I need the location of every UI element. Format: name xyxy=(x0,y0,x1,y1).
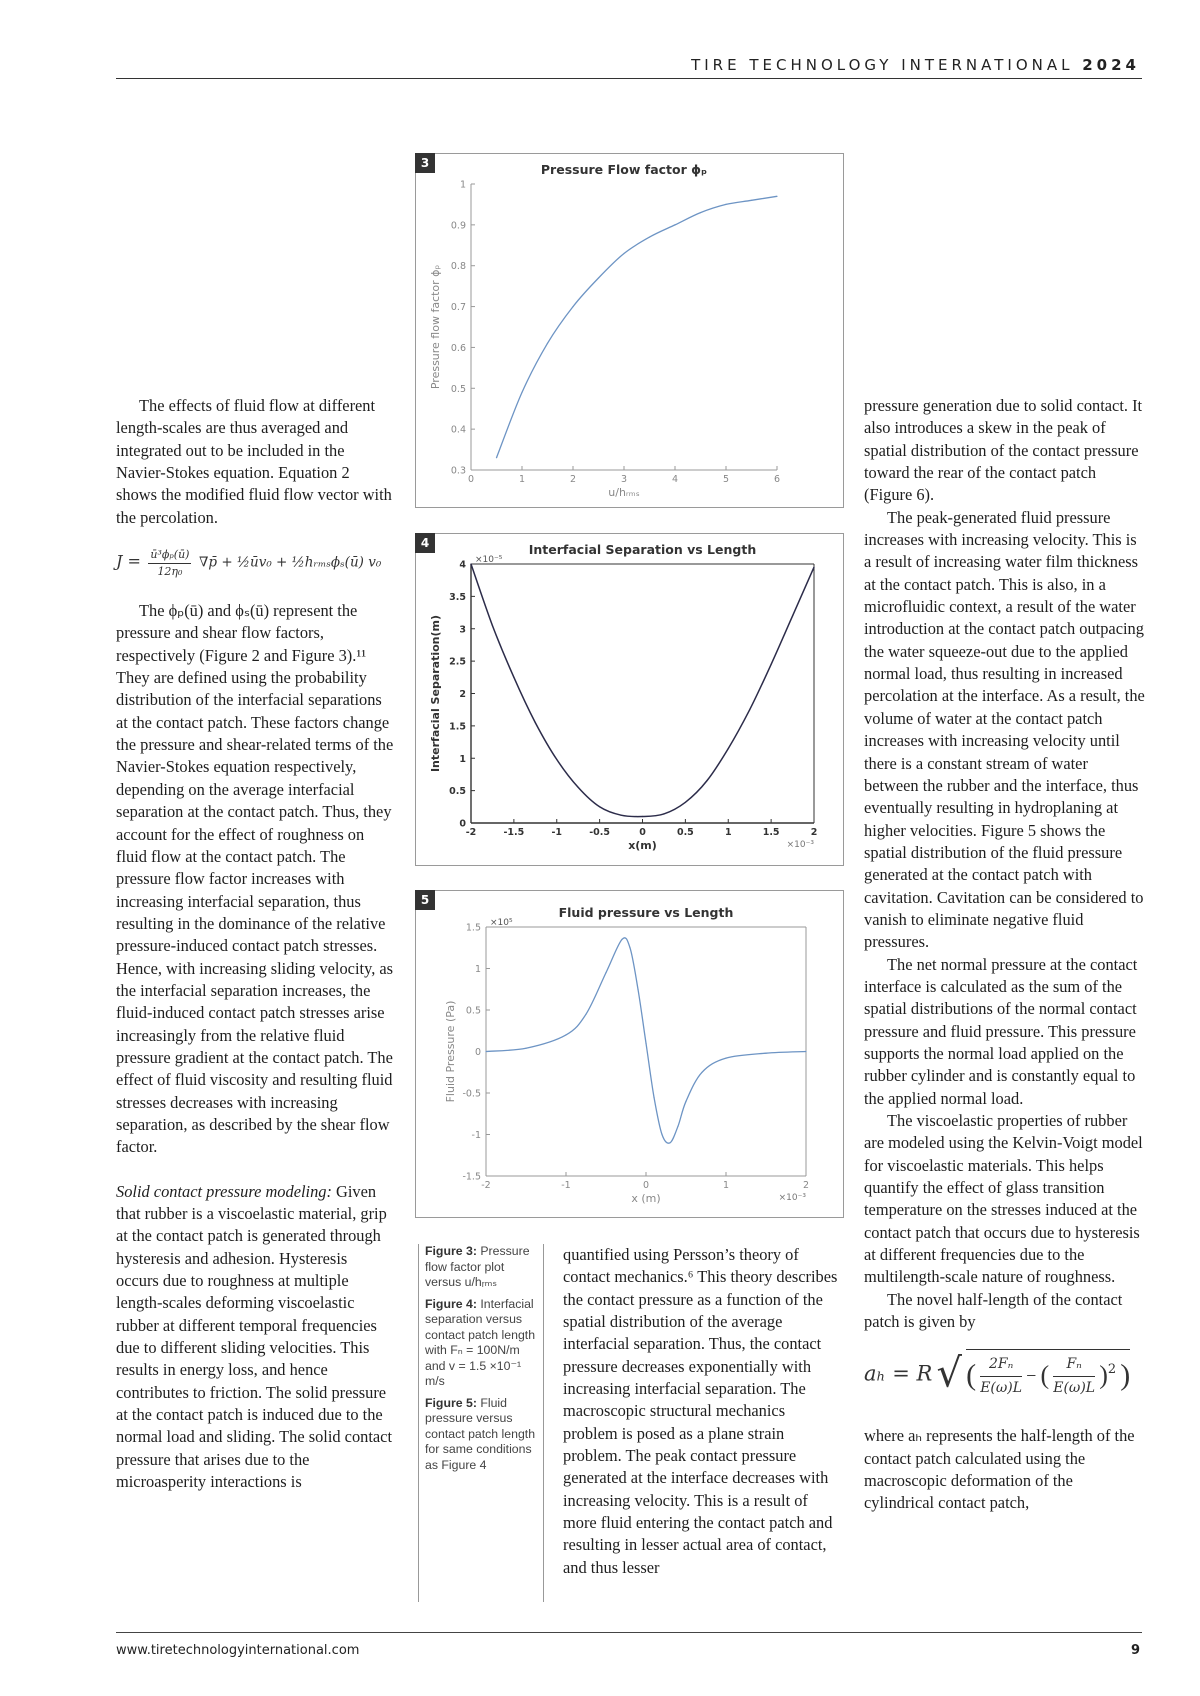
y-tick-label: 0.7 xyxy=(450,302,466,314)
data-point xyxy=(685,802,686,803)
data-point xyxy=(535,722,536,723)
left-column xyxy=(116,395,394,1493)
eq3-term2-denominator: E(ω)L xyxy=(1053,1379,1096,1396)
data-point xyxy=(749,709,750,710)
y-tick-label: -1.5 xyxy=(462,1171,481,1183)
eq3-term1-numerator: 2Fₙ xyxy=(980,1353,1022,1376)
data-point xyxy=(496,457,497,458)
data-point xyxy=(706,780,707,781)
chart-title: Fluid pressure vs Length xyxy=(558,905,734,920)
left-paragraph-3-text: Given that rubber is a viscoelastic material, grip at the contact patch is generated through hysteresis and adhesion. Hysteresis occurs due to roughness at multiple length-scales deforming viscoelastic rubber at different temporal frequencies due to different sliding velocities. This results in energy loss, and hence contributes to friction. The solid pressure at the contact patch is induced due to the normal load and sliding. The solid contact pressure that arises due to the microasperity interactions is xyxy=(116,1181,393,1492)
series-line xyxy=(486,938,806,1143)
caption-figure-4 xyxy=(425,1297,539,1390)
x-tick-label: 3 xyxy=(620,474,628,485)
x-tick-label: 0 xyxy=(642,1180,650,1191)
data-point xyxy=(645,1043,646,1044)
left-paragraph-1: The effects of fluid flow at different length-scales are thus averaged and integrated out to be included in the Navier-Stokes equation. Equation 2 shows the modified fluid flow vector with the percolation. xyxy=(116,396,392,527)
data-point xyxy=(637,989,638,990)
figure-4-number: 4 xyxy=(415,533,435,553)
y-tick-label: 0.4 xyxy=(450,424,466,436)
x-tick-label: -2 xyxy=(465,827,477,838)
equation-2-terms: ∇p̄ + ½ūv₀ + ½hᵣₘₛϕₛ(ū) v₀ xyxy=(198,554,382,571)
data-point xyxy=(629,947,630,948)
x-multiplier-label: ×10⁻³ xyxy=(778,1193,806,1203)
y-axis-label: Fluid Pressure (Pa) xyxy=(444,1000,457,1103)
y-multiplier-label: ×10⁵ xyxy=(490,918,513,928)
series-line xyxy=(497,196,778,457)
middle-paragraph: quantified using Persson’s theory of contact mechanics.⁶ This theory describes the contact pressure as a function of the spatial distribution of the average interfacial separation. Thus, the contact pressure decreases exponentially with increasing interfacial separation. The macroscopic structural mechanics problem is posed as a plane strain problem. The peak contact pressure generated at the interface decreases with increasing velocity. This is a result of more fluid entering the contact patch and resulting in lesser actual area of contact, and thus lesser xyxy=(563,1245,838,1577)
y-tick-label: -0.5 xyxy=(462,1088,481,1100)
data-point xyxy=(701,1072,702,1073)
data-point xyxy=(485,1051,486,1052)
page-number: 9 xyxy=(1130,1643,1140,1658)
data-point xyxy=(674,224,675,225)
eq3-term1-denominator: E(ω)L xyxy=(980,1379,1023,1396)
caption-5-label: Figure 5: xyxy=(425,1395,477,1410)
right-paragraph-5: The novel half-length of the contact patch is given by xyxy=(864,1289,1123,1332)
y-tick-label: 1 xyxy=(459,179,466,191)
data-point xyxy=(605,972,606,973)
eq3-exponent: 2 xyxy=(1107,1362,1117,1378)
data-point xyxy=(585,1014,586,1015)
figure-captions xyxy=(418,1244,544,1602)
x-tick-label: 2 xyxy=(569,474,577,485)
figure-5-number: 5 xyxy=(415,890,435,910)
chart-title: Pressure Flow factor ϕₚ xyxy=(540,162,708,177)
data-point xyxy=(725,1058,726,1059)
y-multiplier-label: ×10⁻⁵ xyxy=(475,555,503,565)
caption-4-label: Figure 4: xyxy=(425,1296,477,1311)
x-tick-label: 0 xyxy=(639,827,646,838)
right-paragraph-6: where aₕ represents the half-length of the contact patch calculated using the macroscopic deformation of the cylindrical contact patch, xyxy=(864,1426,1135,1513)
data-point xyxy=(792,615,793,616)
x-tick-label: 4 xyxy=(671,474,679,485)
data-point xyxy=(521,392,522,393)
x-tick-label: 1 xyxy=(722,1180,730,1191)
data-point xyxy=(765,1053,766,1054)
y-tick-label: 3 xyxy=(459,624,466,636)
right-paragraph-3: The net normal pressure at the contact interface is calculated as the sum of the spatial distributions of the normal contact pressure and fluid pressure. This pressure supports the normal load applied on the rubber cylinder and is constantly equal to the applied normal load. xyxy=(864,954,1138,1108)
x-tick-label: 2 xyxy=(810,827,818,838)
data-point xyxy=(598,277,599,278)
data-point xyxy=(700,212,701,213)
figure-5 xyxy=(415,890,844,1218)
subsection-heading: Solid contact pressure modeling: xyxy=(116,1181,332,1201)
equation-2-denominator: 12η₀ xyxy=(157,565,183,579)
equation-2-lhs: J = xyxy=(116,551,141,571)
y-tick-label: 0.5 xyxy=(465,1005,481,1017)
data-point xyxy=(813,567,814,568)
x-tick-label: 0.5 xyxy=(676,827,694,838)
data-point xyxy=(771,664,772,665)
data-point xyxy=(661,1134,662,1135)
series-line xyxy=(471,564,814,817)
middle-column xyxy=(563,1244,843,1579)
eq3-term2-numerator: Fₙ xyxy=(1053,1353,1095,1376)
data-point xyxy=(578,787,579,788)
x-tick-label: 5 xyxy=(722,474,730,485)
y-tick-label: 1.5 xyxy=(465,922,481,934)
caption-5-text: Fluid pressure versus contact patch length for same conditions as Figure 4 xyxy=(425,1395,536,1472)
radicand: ( $\frac{\text{2Fₙ}}{E(\omega)L}$ − ( $\frac{\text{Fₙ}}{E(\omega)L}$ )$^2$ ) xyxy=(966,1349,1130,1399)
caption-figure-5 xyxy=(425,1396,539,1474)
x-axis-label: x(m) xyxy=(628,839,657,852)
figure-3-chart xyxy=(416,154,843,507)
data-point xyxy=(572,306,573,307)
equation-2-numerator: ū³ϕₚ(ū) xyxy=(148,547,191,564)
x-tick-label: -1 xyxy=(551,827,563,838)
y-tick-label: 0.5 xyxy=(450,383,466,395)
x-axis-label: u/hᵣₘₛ xyxy=(608,486,640,499)
x-tick-label: 1 xyxy=(518,474,526,485)
data-point xyxy=(599,806,600,807)
data-point xyxy=(547,343,548,344)
data-point xyxy=(513,677,514,678)
right-paragraph-4: The viscoelastic properties of rubber are modeled using the Kelvin-Voigt model for viscoelastic materials. This helps quantify the effect of glass transition temperature on the stresses induced at the contact patch that occurs due to hysteresis at different frequencies due to the multilength-scale nature of roughness. xyxy=(864,1111,1143,1287)
y-tick-label: 0 xyxy=(474,1047,481,1058)
figure-5-chart xyxy=(416,891,843,1217)
equation-3-lhs: aₕ = R xyxy=(864,1362,933,1387)
caption-3-text: Pressure flow factor plot versus u/hᵣₘₛ xyxy=(425,1244,530,1289)
y-tick-label: 0.5 xyxy=(449,786,466,798)
data-point xyxy=(776,196,777,197)
right-paragraph-2: The peak-generated fluid pressure increases with increasing velocity. This is a result of increasing water film thickness at the contact patch. This is also, in a microfluidic context, a result of the water introduction at the contact patch outpacing the water squeeze-out due to the applied normal load, thus resulting in increased percolation at the interface. As a result, the volume of water at the contact patch increases with increasing velocity until there is a constant stream of water between the rubber and the interface, thus eventually resulting in hydroplaning at higher velocities. Figure 5 shows the spatial distribution of the fluid pressure generated at the contact patch with cavitation. Cavitation can be considered to vanish to eliminate negative fluid pressures. xyxy=(864,507,1145,952)
x-tick-label: -1 xyxy=(561,1180,571,1191)
x-tick-label: -1.5 xyxy=(503,827,525,838)
footer-divider xyxy=(116,1632,1142,1633)
y-axis-label: Interfacial Separation(m) xyxy=(429,614,442,773)
data-point xyxy=(805,1051,806,1052)
y-tick-label: 0.8 xyxy=(450,261,466,273)
data-point xyxy=(728,748,729,749)
right-column xyxy=(864,395,1146,1515)
x-tick-label: 2 xyxy=(802,1180,810,1191)
data-point xyxy=(725,204,726,205)
data-point xyxy=(621,939,622,940)
data-point xyxy=(685,1101,686,1102)
caption-4-text: Interfacial separation versus contact patch length with Fₙ = 100N/m and v = 1.5 ×10⁻¹ m/s xyxy=(425,1296,536,1388)
x-axis-label: x (m) xyxy=(631,1192,661,1205)
left-paragraph-3 xyxy=(116,1181,394,1494)
x-tick-label: 1 xyxy=(724,827,732,838)
data-point xyxy=(663,813,664,814)
chart-title: Interfacial Separation vs Length xyxy=(528,542,757,557)
x-tick-label: 1.5 xyxy=(762,827,780,838)
y-tick-label: 0.9 xyxy=(450,220,466,232)
figure-4 xyxy=(415,533,844,866)
data-point xyxy=(470,563,471,564)
x-multiplier-label: ×10⁻³ xyxy=(786,840,814,850)
data-point xyxy=(751,200,752,201)
data-point xyxy=(649,237,650,238)
header-title: TIRE TECHNOLOGY INTERNATIONAL 2024 xyxy=(691,56,1140,74)
left-paragraph-2: The ϕₚ(ū) and ϕₛ(ū) represent the pressure and shear flow factors, respectively (Figure 2 and Figure 3).¹¹ They are defined using the probability distribution of the interfacial separations at the contact patch. These factors change the pressure and shear-related terms of the Navier-Stokes equation respectively, depending on the average interfacial separation at the contact patch. Thus, they account for the effect of roughness on fluid flow at the contact patch. The pressure flow factor increases with increasing interfacial separation, thus resulting in the dominance of the relative pressure-induced contact patch stresses. Hence, with increasing sliding velocity, as the interfacial separation increases, the fluid-induced contact patch stresses arise increasingly from the relative fluid pressure gradient at the contact patch. The effect of fluid viscosity and resulting fluid stresses decreases with increasing separation, as described by the shear flow factor. xyxy=(116,601,394,1157)
y-tick-label: 2.5 xyxy=(449,656,466,668)
equation-3 xyxy=(864,1349,1146,1411)
y-axis-label: Pressure flow factor ϕₚ xyxy=(429,264,442,390)
x-tick-label: -2 xyxy=(481,1180,491,1191)
y-tick-label: 0 xyxy=(459,818,466,830)
equation-2 xyxy=(116,547,394,580)
y-tick-label: 1 xyxy=(459,753,466,765)
data-point xyxy=(565,1034,566,1035)
data-point xyxy=(653,1097,654,1098)
y-tick-label: 1.5 xyxy=(449,721,466,733)
data-point xyxy=(669,1142,670,1143)
y-tick-label: -1 xyxy=(471,1130,481,1141)
caption-3-label: Figure 3: xyxy=(425,1244,477,1258)
y-tick-label: 0.3 xyxy=(450,465,466,477)
data-point xyxy=(525,1048,526,1049)
x-tick-label: -0.5 xyxy=(589,827,611,838)
y-tick-label: 2 xyxy=(459,689,466,700)
caption-figure-3 xyxy=(425,1244,539,1291)
data-point xyxy=(492,625,493,626)
data-point xyxy=(623,253,624,254)
right-paragraph-1: pressure generation due to solid contact. It also introduces a skew in the peak of spatial distribution of the contact pressure toward the rear of the contact patch (Figure 6). xyxy=(864,396,1143,505)
figure-3 xyxy=(415,153,844,508)
data-point xyxy=(621,815,622,816)
header-divider xyxy=(116,78,1142,79)
x-tick-label: 0 xyxy=(467,474,475,485)
y-tick-label: 4 xyxy=(459,559,466,571)
y-tick-label: 3.5 xyxy=(449,591,466,603)
data-point xyxy=(677,1126,678,1127)
y-tick-label: 1 xyxy=(474,964,481,975)
data-point xyxy=(556,759,557,760)
footer-url[interactable]: www.tiretechnologyinternational.com xyxy=(116,1643,360,1658)
sqrt-sign: √ xyxy=(936,1351,962,1398)
figure-4-chart xyxy=(416,534,843,865)
y-tick-label: 0.6 xyxy=(450,342,466,354)
figure-3-number: 3 xyxy=(415,153,435,173)
x-tick-label: 6 xyxy=(773,474,781,485)
data-point xyxy=(642,816,643,817)
